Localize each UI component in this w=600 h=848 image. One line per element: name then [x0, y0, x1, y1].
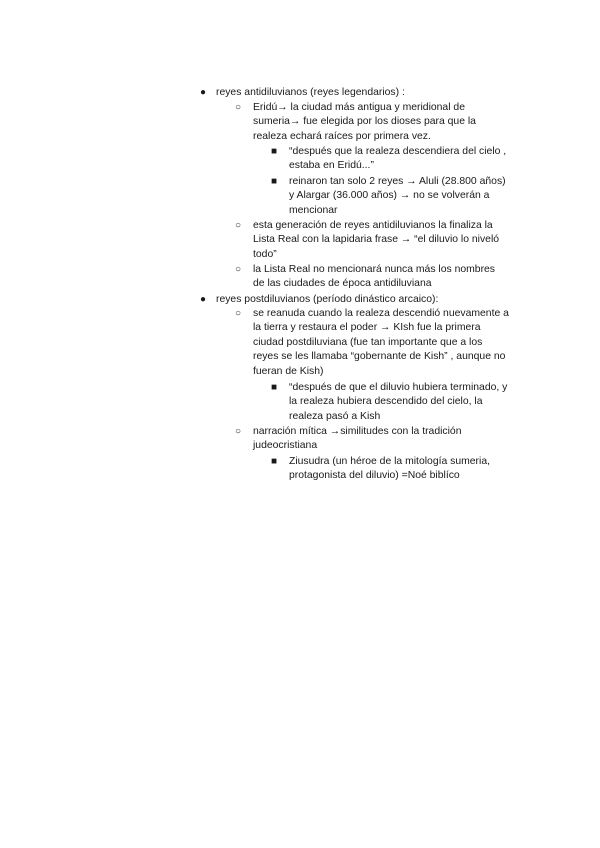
list-item-line: la Lista Real no mencionará nunca más los nombres: [253, 264, 495, 275]
list-item-line: “después que la realeza descendiera del cielo ,: [289, 146, 507, 157]
list-item-line: se reanuda cuando la realeza descendió nuevamente a: [253, 308, 509, 319]
list-item-kish: [253, 307, 509, 379]
square-bullet-icon: ■: [270, 382, 278, 393]
list-item-ending: [253, 219, 499, 262]
list-item-line: Eridú→ la ciudad más antigua y meridional de: [253, 102, 465, 113]
heading-text: reyes postdiluvianos (período dinástico arcaico):: [216, 294, 439, 305]
list-item-eridu-quote: [289, 145, 506, 174]
list-item-line: realeza echará raíces por primera vez.: [253, 130, 431, 142]
list-item-line: Ziusudra (un héroe de la mitología sumeria,: [289, 456, 490, 467]
square-bullet-icon: ■: [270, 176, 278, 187]
list-item-line: protagonista del diluvio) =Noé biblíco: [289, 470, 460, 482]
list-item-line: judeocristiana: [253, 440, 318, 452]
list-item-line: la realeza hubiera descendido del cielo, la: [289, 396, 483, 408]
list-item-line: realeza pasó a Kish: [289, 410, 381, 422]
list-item-line: todo”: [253, 248, 277, 260]
list-item-line: mencionar: [289, 204, 338, 216]
circle-bullet-icon: ○: [234, 426, 242, 437]
list-item-line: “después de que el diluvio hubiera terminado, y: [289, 382, 508, 393]
square-bullet-icon: ■: [270, 146, 278, 157]
list-item-kings: [289, 175, 506, 218]
list-item-line: sumeria→ fue elegida por los dioses para que la: [253, 116, 476, 128]
list-item-line: reinaron tan solo 2 reyes → Aluli (28.800 años): [289, 176, 506, 187]
circle-bullet-icon: ○: [234, 308, 242, 319]
list-item-myth: [253, 425, 461, 454]
bullet-icon: ●: [199, 294, 207, 305]
list-item-line: fueran de Kish): [253, 365, 324, 377]
list-item-line: la tierra y restaura el poder → KIsh fue la primera: [253, 322, 481, 334]
list-item-line: esta generación de reyes antidiluvianos la finaliza la: [253, 220, 493, 231]
heading-antediluvian: [216, 86, 405, 100]
square-bullet-icon: ■: [270, 456, 278, 467]
list-item-kish-quote: [289, 381, 507, 424]
list-item-line: y Alargar (36.000 años) → no se volverán a: [289, 190, 490, 202]
list-item-line: narración mítica →similitudes con la tradición: [253, 426, 462, 437]
list-item-line: estaba en Eridú...”: [289, 160, 374, 172]
list-item-cities: [253, 263, 495, 292]
heading-postdiluvian: [216, 293, 438, 307]
list-item-ziusudra: [289, 455, 490, 484]
list-item-line: de las ciudades de época antidiluviana: [253, 278, 432, 290]
list-item-line: reyes se les llamaba “gobernante de Kish” , aunque no: [253, 351, 506, 363]
circle-bullet-icon: ○: [234, 102, 242, 113]
heading-text: reyes antidiluvianos (reyes legendarios) :: [216, 87, 405, 98]
bullet-icon: ●: [199, 87, 207, 98]
circle-bullet-icon: ○: [234, 220, 242, 231]
list-item-line: Lista Real con la lapidaria frase → “el diluvio lo niveló: [253, 234, 500, 246]
list-item-line: ciudad postdiluviana (fue tan importante que a los: [253, 336, 483, 348]
circle-bullet-icon: ○: [234, 264, 242, 275]
list-item-eridu: [253, 101, 476, 144]
